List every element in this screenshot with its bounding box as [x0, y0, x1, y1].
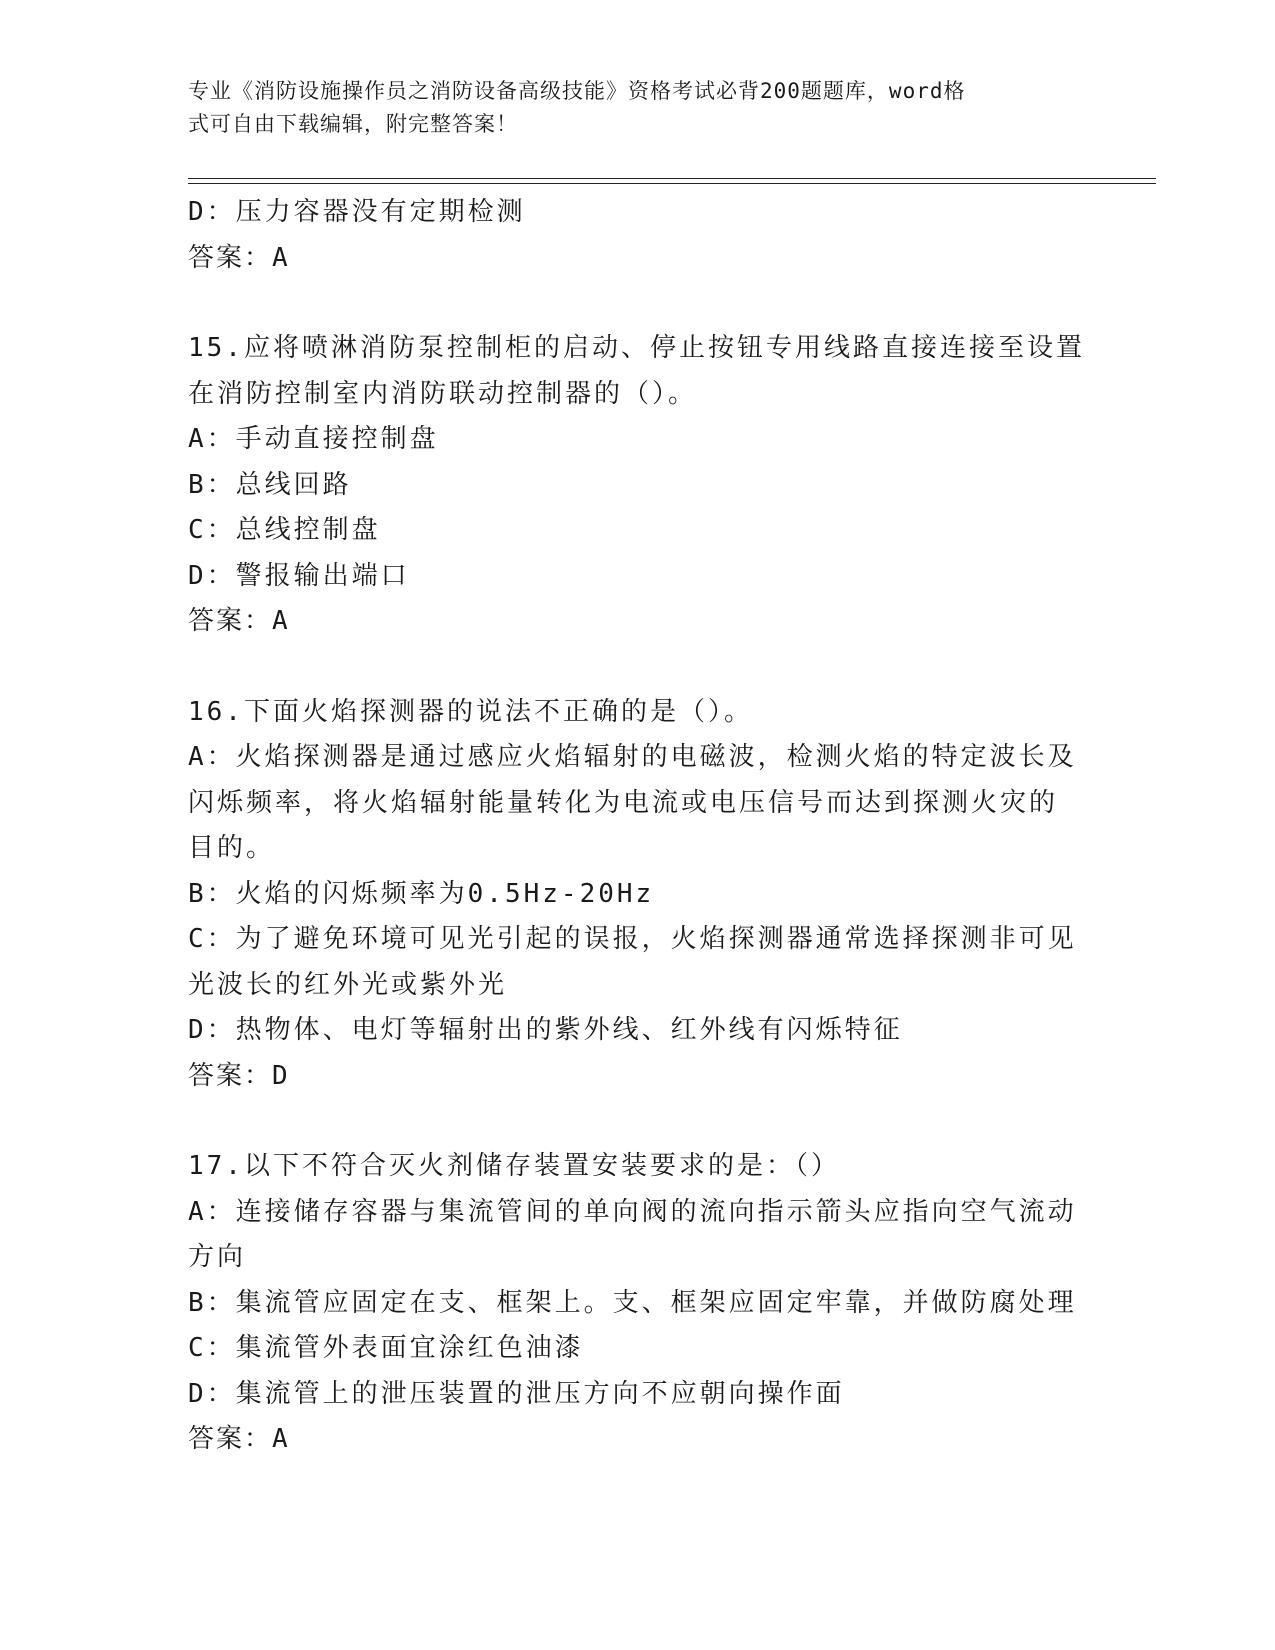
option-d: D：集流管上的泄压装置的泄压方向不应朝向操作面 [188, 1378, 845, 1409]
answer-line [188, 1054, 1088, 1100]
document-header [188, 75, 1078, 141]
question-content [188, 190, 1088, 1463]
question-15 [188, 326, 1088, 645]
header-divider-top [188, 178, 1156, 179]
option-c: C：总线控制盘 [188, 515, 381, 545]
option-b: B：集流管应固定在支、框架上。支、框架应固定牢靠，并做防腐处理 [188, 1287, 1077, 1318]
option-c-cont: 光波长的红外光或紫外光 [188, 969, 508, 1000]
answer-label: 答案： [188, 1060, 273, 1091]
spacer [188, 1099, 1088, 1144]
question-stem: 15.应将喷淋消防泵控制柜的启动、停止按钮专用线路直接连接至设置 [188, 333, 1085, 363]
spacer [188, 281, 1088, 326]
answer-line [188, 236, 1088, 282]
answer-line [188, 599, 1088, 645]
option-a: A：手动直接控制盘 [188, 424, 439, 454]
answer-label: 答案： [188, 606, 273, 636]
spacer [188, 645, 1088, 690]
question-16 [188, 690, 1088, 1100]
option-a-cont: 方向 [188, 1242, 247, 1272]
option-a: A：火焰探测器是通过感应火焰辐射的电磁波，检测火焰的特定波长及 [188, 742, 1077, 772]
option-a-cont: 目的。 [188, 833, 276, 863]
option-a-cont: 闪烁频率，将火焰辐射能量转化为电流或电压信号而达到探测火灾的 [188, 787, 1059, 818]
option-c: C：集流管外表面宜涂红色油漆 [188, 1333, 584, 1363]
option-d: D：热物体、电灯等辐射出的紫外线、红外线有闪烁特征 [188, 1015, 903, 1045]
option-a: A：连接储存容器与集流管间的单向阀的流向指示箭头应指向空气流动 [188, 1196, 1077, 1227]
question-stem: 16.下面火焰探测器的说法不正确的是（）。 [188, 696, 753, 727]
question-stem: 17.以下不符合灭火剂储存装置安装要求的是：（） [188, 1151, 840, 1181]
answer-value: A [272, 606, 290, 636]
option-d: D：警报输出端口 [188, 560, 410, 591]
answer-value: A [272, 1424, 290, 1454]
question-stem: 在消防控制室内消防联动控制器的（）。 [188, 378, 698, 409]
option-d: D：压力容器没有定期检测 [188, 197, 526, 227]
answer-label: 答案： [188, 1424, 273, 1454]
option-c: C：为了避免环境可见光引起的误报，火焰探测器通常选择探测非可见 [188, 924, 1077, 954]
header-divider-bottom [188, 183, 1156, 184]
answer-value: A [272, 242, 290, 273]
option-b: B：火焰的闪烁频率为0.5Hz-20Hz [188, 878, 655, 909]
option-b: B：总线回路 [188, 469, 352, 500]
header-line-2: 式可自由下载编辑，附完整答案！ [188, 112, 518, 136]
header-line-1: 专业《消防设施操作员之消防设备高级技能》资格考试必背200题题库，word格 [188, 79, 966, 103]
answer-value: D [272, 1060, 290, 1091]
answer-label: 答案： [188, 242, 273, 273]
answer-line [188, 1417, 1088, 1463]
question-17 [188, 1144, 1088, 1463]
